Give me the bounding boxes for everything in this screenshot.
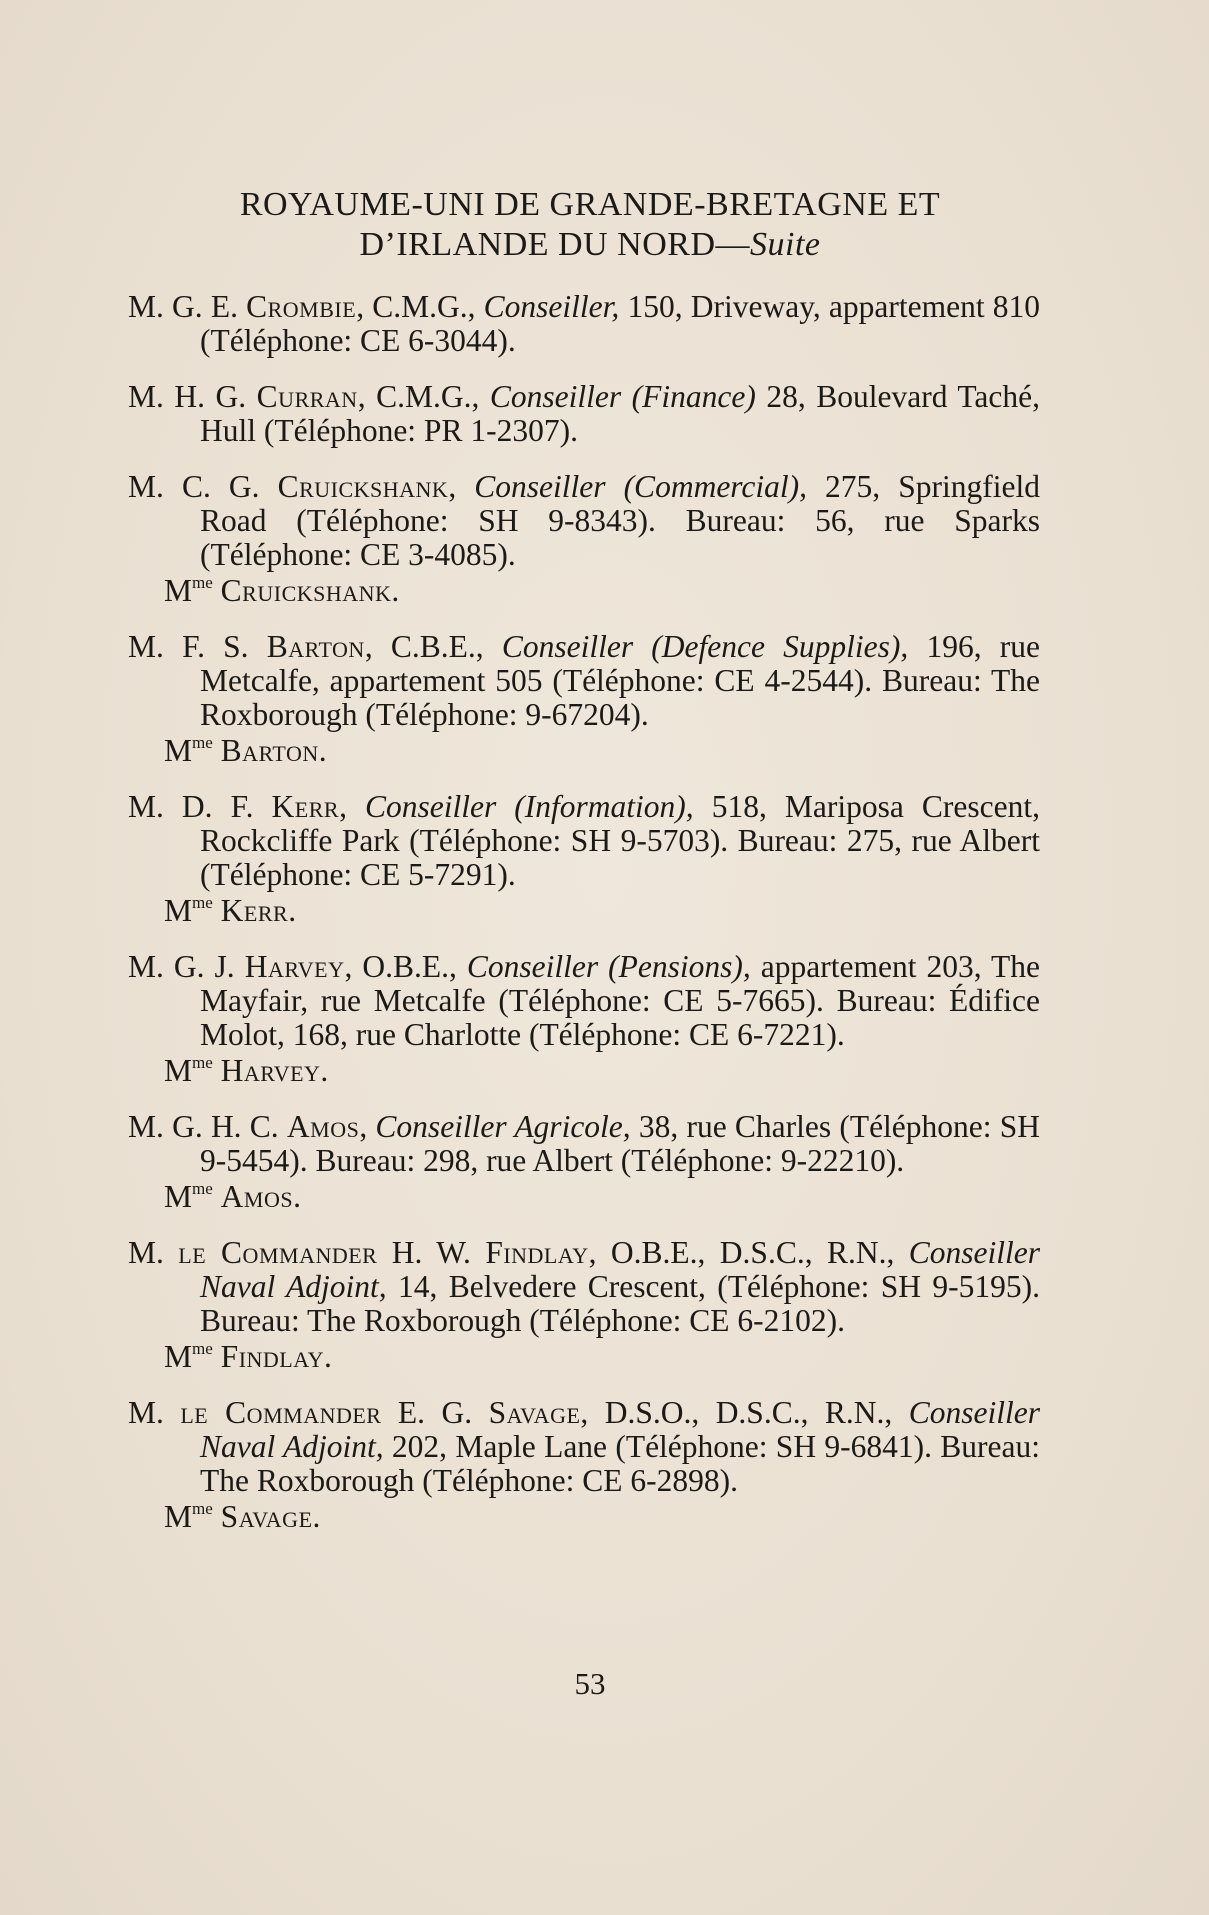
entry-post: , C.M.G., bbox=[356, 289, 484, 324]
person-name: le Commander bbox=[180, 1395, 382, 1430]
person-name: Harvey bbox=[244, 949, 345, 984]
heading-suite: Suite bbox=[750, 226, 821, 263]
entry-prefix: M. H. G. bbox=[128, 379, 257, 414]
spouse-name: Barton. bbox=[220, 733, 328, 768]
entry-details: 38, rue Charles (Téléphone: SH 9-5454). Bureau: 298, rue Albert (Téléphone: 9-22210). bbox=[200, 1109, 1040, 1178]
entry-details: 275, Springfield Road (Téléphone: SH 9-8343). Bureau: 56, rue Sparks (Téléphone: CE 3-4085). bbox=[200, 469, 1040, 572]
directory-entry bbox=[128, 1110, 1040, 1214]
entry-prefix: M. G. H. C. bbox=[128, 1109, 287, 1144]
entry-post: , bbox=[359, 1109, 376, 1144]
entry-post: , O.B.E., bbox=[344, 949, 467, 984]
entry-details: appartement 203, The Mayfair, rue Metcalfe (Téléphone: CE 5-7665). Bureau: Édifice Molot, 168, rue Charlotte (Téléphone: CE 6-7221). bbox=[200, 949, 1041, 1052]
entry-details: 28, Boulevard Taché, Hull (Téléphone: PR 1-2307). bbox=[200, 379, 1040, 448]
heading-line-1: ROYAUME-UNI DE GRANDE-BRETAGNE ET bbox=[239, 186, 941, 223]
spouse-line bbox=[128, 574, 1040, 608]
spouse-title: M bbox=[164, 1339, 193, 1374]
directory-entry bbox=[128, 950, 1040, 1088]
spouse-name: Cruickshank. bbox=[220, 573, 400, 608]
spouse-title-sup: me bbox=[192, 1053, 213, 1072]
spouse-title: M bbox=[164, 1179, 193, 1214]
entry-role: Conseiller (Information), bbox=[365, 789, 694, 824]
spouse-title: M bbox=[164, 733, 193, 768]
directory-entry bbox=[128, 1396, 1040, 1534]
spouse-line bbox=[128, 894, 1040, 928]
spouse-line bbox=[128, 1340, 1040, 1374]
directory-entry bbox=[128, 790, 1040, 928]
spouse-name: Harvey. bbox=[220, 1053, 329, 1088]
entry-role: Conseiller Naval Adjoint, bbox=[200, 1395, 1040, 1464]
person-name: Amos bbox=[286, 1109, 360, 1144]
spouse-title-sup: me bbox=[192, 573, 213, 592]
person-name: Curran bbox=[256, 379, 358, 414]
entry-post: E. G. bbox=[381, 1395, 489, 1430]
entry-details: 14, Belvedere Crescent, (Téléphone: SH 9-5195). Bureau: The Roxborough (Téléphone: CE 6-2102). bbox=[200, 1269, 1040, 1338]
entry-details: 196, rue Metcalfe, appartement 505 (Téléphone: CE 4-2544). Bureau: The Roxborough (Téléphone: 9-67204). bbox=[200, 629, 1040, 732]
spouse-name: Savage. bbox=[220, 1499, 321, 1534]
entry-text bbox=[128, 1396, 1040, 1498]
entry-prefix: M. C. G. bbox=[128, 469, 278, 504]
entry-role: Conseiller (Commercial), bbox=[474, 469, 807, 504]
entry-honours: , D.S.O., D.S.C., R.N., bbox=[580, 1395, 909, 1430]
entry-honours: , O.B.E., D.S.C., R.N., bbox=[588, 1235, 909, 1270]
directory-entry bbox=[128, 290, 1040, 358]
entry-prefix: M. G. J. bbox=[128, 949, 245, 984]
person-name: Barton bbox=[266, 629, 365, 664]
section-heading bbox=[150, 185, 1030, 265]
person-surname: Findlay bbox=[485, 1235, 589, 1270]
entry-role: Conseiller Agricole, bbox=[375, 1109, 631, 1144]
spouse-title-sup: me bbox=[192, 893, 213, 912]
directory-entry bbox=[128, 470, 1040, 608]
entry-prefix: M. D. F. bbox=[128, 789, 272, 824]
person-name: le Commander bbox=[178, 1235, 378, 1270]
entry-prefix: M. bbox=[128, 1235, 179, 1270]
entry-text bbox=[128, 790, 1040, 892]
entry-prefix: M. G. E. bbox=[128, 289, 247, 324]
entry-text bbox=[128, 1110, 1040, 1178]
heading-line-2 bbox=[150, 225, 1030, 265]
entry-details: 518, Mariposa Crescent, Rockcliffe Park (Téléphone: SH 9-5703). Bureau: 275, rue Albert (Téléphone: CE 5-7291). bbox=[200, 789, 1040, 892]
entry-post: H. W. bbox=[377, 1235, 486, 1270]
entry-post: , bbox=[339, 789, 366, 824]
entry-text bbox=[128, 290, 1040, 358]
spouse-title-sup: me bbox=[192, 1339, 213, 1358]
spouse-title: M bbox=[164, 893, 193, 928]
spouse-title-sup: me bbox=[192, 1499, 213, 1518]
heading-line-2-text: D’IRLANDE DU NORD— bbox=[359, 226, 751, 263]
person-name: Cruickshank bbox=[277, 469, 449, 504]
spouse-name: Findlay. bbox=[220, 1339, 333, 1374]
spouse-line bbox=[128, 1180, 1040, 1214]
spouse-name: Kerr. bbox=[220, 893, 297, 928]
spouse-line bbox=[128, 1500, 1040, 1534]
directory-entry bbox=[128, 380, 1040, 448]
directory-entries bbox=[128, 290, 1040, 1556]
entry-text bbox=[128, 950, 1040, 1052]
directory-entry bbox=[128, 1236, 1040, 1374]
person-name: Kerr bbox=[271, 789, 340, 824]
spouse-title-sup: me bbox=[192, 733, 213, 752]
entry-text bbox=[128, 1236, 1040, 1338]
entry-post: , bbox=[448, 469, 475, 504]
spouse-name: Amos. bbox=[220, 1179, 302, 1214]
entry-details: 202, Maple Lane (Téléphone: SH 9-6841). Bureau: The Roxborough (Téléphone: CE 6-2898). bbox=[200, 1429, 1040, 1498]
entry-role: Conseiller Naval Adjoint, bbox=[200, 1235, 1040, 1304]
entry-text bbox=[128, 380, 1040, 448]
spouse-title: M bbox=[164, 1499, 193, 1534]
entry-post: , C.M.G., bbox=[357, 379, 490, 414]
entry-details: 150, Driveway, appartement 810 (Téléphone: CE 6-3044). bbox=[200, 289, 1041, 358]
entry-text bbox=[128, 630, 1040, 732]
entry-prefix: M. F. S. bbox=[128, 629, 267, 664]
entry-prefix: M. bbox=[128, 1395, 181, 1430]
entry-post: , C.B.E., bbox=[364, 629, 502, 664]
person-surname: Savage bbox=[488, 1395, 581, 1430]
spouse-line bbox=[128, 1054, 1040, 1088]
entry-role: Conseiller (Finance) bbox=[489, 379, 756, 414]
entry-role: Conseiller, bbox=[483, 289, 620, 324]
directory-entry bbox=[128, 630, 1040, 768]
spouse-line bbox=[128, 734, 1040, 768]
entry-text bbox=[128, 470, 1040, 572]
entry-role: Conseiller (Defence Supplies), bbox=[501, 629, 909, 664]
spouse-title-sup: me bbox=[192, 1179, 213, 1198]
spouse-title: M bbox=[164, 1053, 193, 1088]
entry-role: Conseiller (Pensions), bbox=[466, 949, 751, 984]
spouse-title: M bbox=[164, 573, 193, 608]
person-name: Crombie bbox=[246, 289, 357, 324]
page-number: 53 bbox=[574, 1666, 606, 1701]
